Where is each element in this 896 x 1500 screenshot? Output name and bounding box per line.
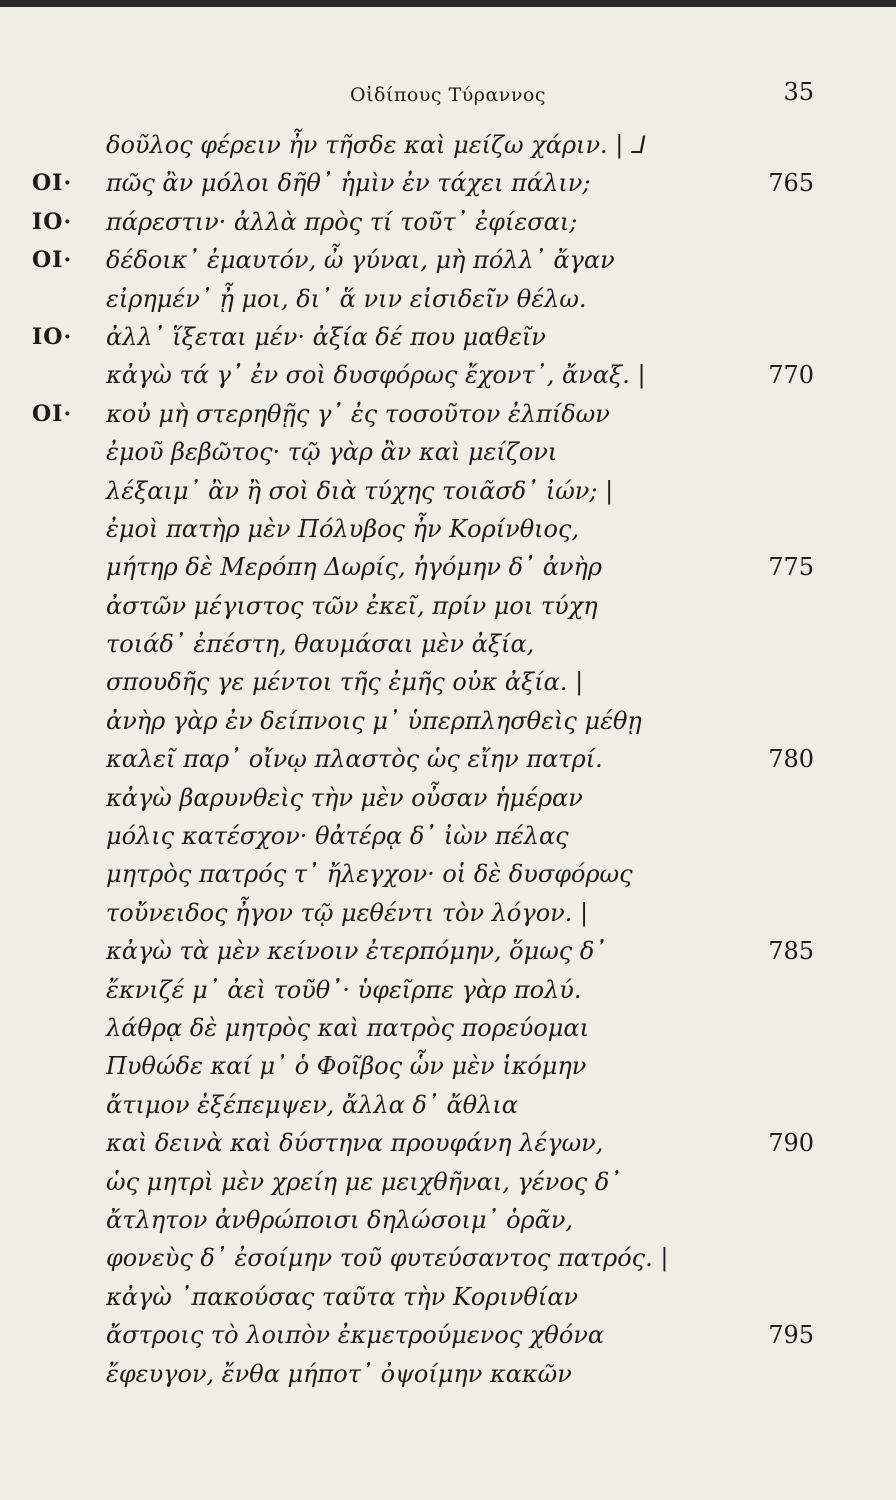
verse-text: πῶς ἂν μόλοι δῆθ᾽ ἡμὶν ἐν τάχει πάλιν;	[106, 169, 591, 198]
verse-line	[0, 817, 896, 855]
verse-text: καὶ δεινὰ καὶ δύστηνα προυφάνη λέγων,	[106, 1129, 604, 1158]
verse-text: μητρὸς πατρός τ᾽ ἤλεγχον· οἱ δὲ δυσφόρως	[106, 860, 633, 889]
verse-line	[0, 164, 896, 202]
verse-line	[0, 433, 896, 471]
verse-line	[0, 1201, 896, 1239]
verse-text: ὡς μητρὶ μὲν χρείη με μειχθῆναι, γένος δ᾽	[106, 1167, 622, 1196]
verse-line	[0, 587, 896, 625]
verse-line	[0, 395, 896, 433]
verse-line	[0, 971, 896, 1009]
verse-line	[0, 203, 896, 241]
verse-text: ἄτιμον ἐξέπεμψεν, ἄλλα δ᾽ ἄθλια	[106, 1090, 518, 1119]
verse-line	[0, 702, 896, 740]
verse-line	[0, 779, 896, 817]
verse-text: ἐμοῦ βεβῶτος· τῷ γὰρ ἂν καὶ μείζονι	[106, 438, 558, 467]
verse-text: κἀγὼ ᾽πακούσας ταῦτα τὴν Κορινθίαν	[106, 1282, 579, 1311]
verse-line	[0, 1086, 896, 1124]
line-number: 795	[768, 1321, 814, 1350]
verse-line	[0, 1009, 896, 1047]
verse-text: μήτηρ δὲ Μερόπη Δωρίς, ἠγόμην δ᾽ ἀνὴρ	[106, 553, 602, 582]
verse-text: κἀγὼ βαρυνθεὶς τὴν μὲν οὖσαν ἡμέραν	[106, 783, 583, 812]
verse-text: ἐμοὶ πατὴρ μὲν Πόλυβος ἦν Κορίνθιος,	[106, 514, 580, 543]
verse-text: φονεὺς δ᾽ ἐσοίμην τοῦ φυτεύσαντος πατρός. |	[106, 1244, 669, 1273]
verse-text: δέδοικ᾽ ἐμαυτόν, ὦ γύναι, μὴ πόλλ᾽ ἄγαν	[106, 246, 615, 275]
line-number: 765	[768, 169, 814, 198]
verse-line	[0, 510, 896, 548]
verse-line	[0, 894, 896, 932]
verse-line	[0, 932, 896, 970]
line-number: 785	[768, 937, 814, 966]
speaker-label: ΟΙ·	[32, 170, 73, 197]
verse-text: κοὐ μὴ στερηθῇς γ᾽ ἐς τοσοῦτον ἐλπίδων	[106, 399, 610, 428]
speaker-label: ΟΙ·	[32, 247, 73, 274]
verse-line	[0, 472, 896, 510]
line-number: 775	[768, 553, 814, 582]
verse-text: ἀστῶν μέγιστος τῶν ἐκεῖ, πρίν μοι τύχη	[106, 591, 598, 620]
verse-text: πάρεστιν· ἀλλὰ πρὸς τί τοῦτ᾽ ἐφίεσαι;	[106, 207, 578, 236]
verse-line	[0, 1124, 896, 1162]
verse-line	[0, 1239, 896, 1277]
verse-text: κἀγὼ τὰ μὲν κείνοιν ἐτερπόμην, ὅμως δ᾽	[106, 937, 607, 966]
verse-text: ἀλλ᾽ ἵξεται μέν· ἀξία δέ που μαθεῖν	[106, 322, 546, 351]
verse-text: ἔφευγον, ἔνθα μήποτ᾽ ὀψοίμην κακῶν	[106, 1359, 572, 1388]
verse-block	[0, 126, 896, 1393]
verse-text: μόλις κατέσχον· θἀτέρᾳ δ᾽ ἰὼν πέλας	[106, 822, 569, 851]
verse-line	[0, 855, 896, 893]
verse-line	[0, 1355, 896, 1393]
verse-text: Πυθώδε καί μ᾽ ὁ Φοῖβος ὧν μὲν ἱκόμην	[106, 1052, 587, 1081]
verse-text: ἔκνιζέ μ᾽ ἀεὶ τοῦθ᾽· ὑφεῖρπε γὰρ πολύ.	[106, 975, 582, 1004]
line-number: 790	[768, 1129, 814, 1158]
page-top-edge	[0, 0, 896, 7]
line-number: 780	[768, 745, 814, 774]
verse-line	[0, 280, 896, 318]
verse-line	[0, 1047, 896, 1085]
speaker-label: ΙΟ·	[32, 208, 73, 235]
verse-text: ἄστροις τὸ λοιπὸν ἐκμετρούμενος χθόνα	[106, 1321, 605, 1350]
verse-text: τοὔνειδος ἦγον τῷ μεθέντι τὸν λόγον. |	[106, 898, 589, 927]
verse-text: καλεῖ παρ᾽ οἴνῳ πλαστὸς ὡς εἴην πατρί.	[106, 745, 603, 774]
verse-text: σπουδῆς γε μέντοι τῆς ἐμῆς οὐκ ἀξία. |	[106, 668, 584, 697]
verse-text: λάθρᾳ δὲ μητρὸς καὶ πατρὸς πορεύομαι	[106, 1013, 589, 1042]
verse-line	[0, 548, 896, 586]
verse-line	[0, 1163, 896, 1201]
verse-line	[0, 1316, 896, 1354]
verse-line	[0, 740, 896, 778]
speaker-label: ΙΟ·	[32, 323, 73, 350]
verse-text: τοιάδ᾽ ἐπέστη, θαυμάσαι μὲν ἀξία,	[106, 630, 535, 659]
line-number: 770	[768, 361, 814, 390]
verse-text: ἄτλητον ἀνθρώποισι δηλώσοιμ᾽ ὁρᾶν,	[106, 1205, 574, 1234]
verse-text: δοῦλος φέρειν ἦν τῆσδε καὶ μείζω χάριν. | ⅃	[106, 131, 645, 159]
verse-line	[0, 318, 896, 356]
speaker-label: ΟΙ·	[32, 400, 73, 427]
verse-text: εἰρημέν᾽ ᾖ μοι, δι᾽ ἅ νιν εἰσιδεῖν θέλω.	[106, 284, 587, 313]
page-number: 35	[783, 78, 814, 106]
verse-line	[0, 356, 896, 394]
verse-line	[0, 663, 896, 701]
verse-line	[0, 1278, 896, 1316]
verse-text: ἀνὴρ γὰρ ἐν δείπνοις μ᾽ ὑπερπλησθεὶς μέθῃ	[106, 706, 642, 735]
verse-text: κἀγὼ τά γ᾽ ἐν σοὶ δυσφόρως ἔχοντ᾽, ἄναξ. |	[106, 361, 646, 390]
verse-line	[0, 241, 896, 279]
verse-line	[0, 126, 896, 164]
verse-text: λέξαιμ᾽ ἂν ἢ σοὶ διὰ τύχης τοιᾶσδ᾽ ἰών; |	[106, 476, 614, 505]
running-title: Οἰδίπους Τύραννος	[350, 84, 546, 106]
verse-line	[0, 625, 896, 663]
